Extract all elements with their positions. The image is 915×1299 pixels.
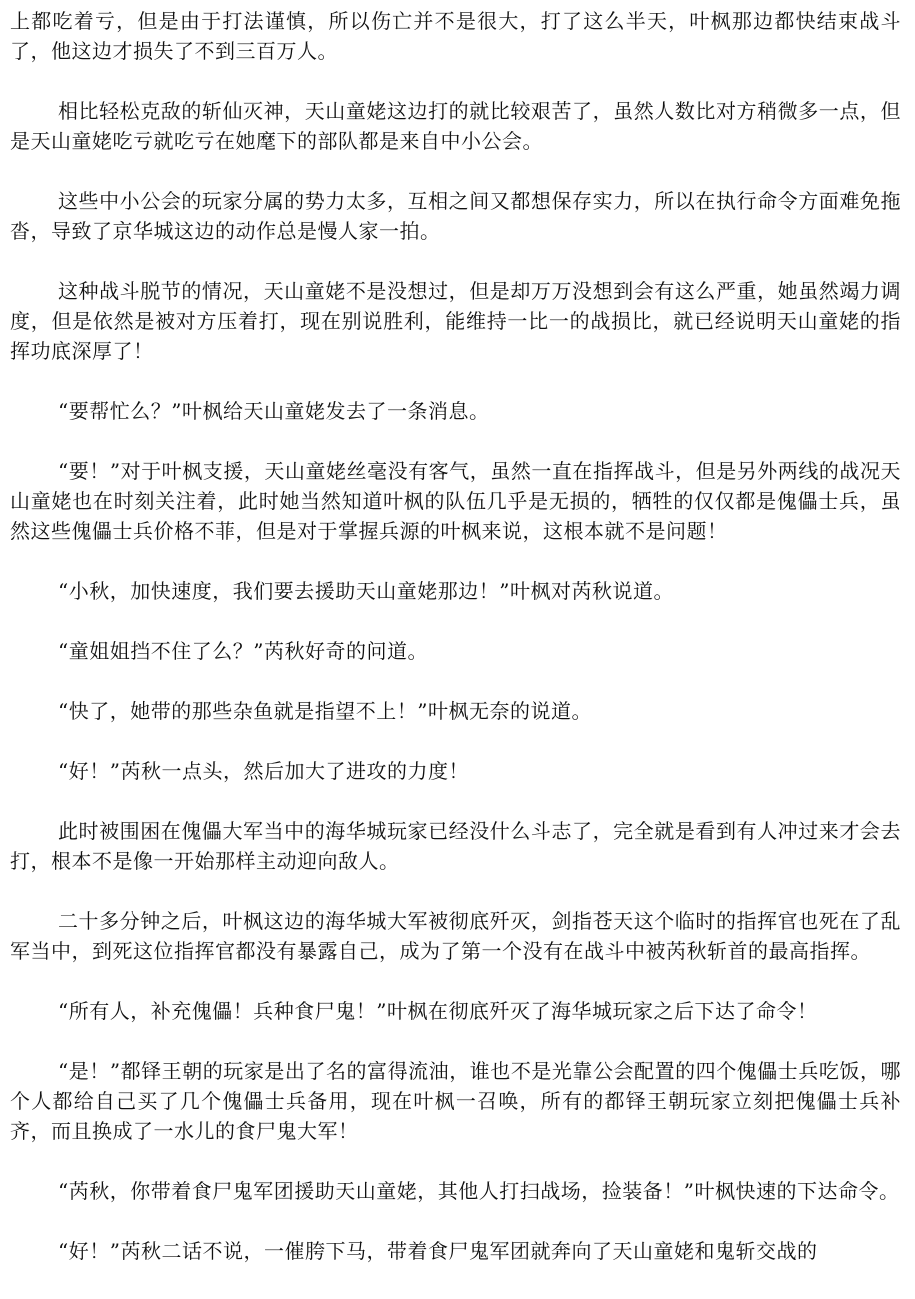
paragraph: “小秋，加快速度，我们要去援助天山童姥那边！”叶枫对芮秋说道。: [58, 579, 674, 603]
paragraph: 相比轻松克敌的斩仙灭神，天山童姥这边打的就比较艰苦了，虽然人数比对方稍微多一点，但是天山童姥吃亏就吃亏在她麾下的部队都是来自中小公会。: [10, 99, 901, 153]
paragraph: “童姐姐挡不住了么？”芮秋好奇的问道。: [58, 639, 428, 663]
paragraph: “所有人，补充傀儡！兵种食尸鬼！”叶枫在彻底歼灭了海华城玩家之后下达了命令！: [58, 999, 818, 1023]
paragraph: “要帮忙么？”叶枫给天山童姥发去了一条消息。: [58, 399, 490, 423]
paragraph: 二十多分钟之后，叶枫这边的海华城大军被彻底歼灭，剑指苍天这个临时的指挥官也死在了乱军当中，到死这位指挥官都没有暴露自己，成为了第一个没有在战斗中被芮秋斩首的最高指挥。: [10, 909, 901, 963]
paragraph: 上都吃着亏，但是由于打法谨慎，所以伤亡并不是很大，打了这么半天，叶枫那边都快结束战斗了，他这边才损失了不到三百万人。: [10, 9, 901, 63]
paragraph: “快了，她带的那些杂鱼就是指望不上！”叶枫无奈的说道。: [58, 699, 592, 723]
paragraph: 这种战斗脱节的情况，天山童姥不是没想过，但是却万万没想到会有这么严重，她虽然竭力调度，但是依然是被对方压着打，现在别说胜利，能维持一比一的战损比，就已经说明天山童姥的指挥功底深厚了！: [10, 279, 901, 363]
paragraph: “要！”对于叶枫支援，天山童姥丝毫没有客气，虽然一直在指挥战斗，但是另外两线的战况天山童姥也在时刻关注着，此时她当然知道叶枫的队伍几乎是无损的，牺牲的仅仅都是傀儡士兵，虽然这些傀儡士兵价格不菲，但是对于掌握兵源的叶枫来说，这根本就不是问题！: [10, 459, 901, 543]
paragraph: “好！”芮秋一点头，然后加大了进攻的力度！: [58, 759, 469, 783]
paragraph: “是！”都铎王朝的玩家是出了名的富得流油，谁也不是光靠公会配置的四个傀儡士兵吃饭，哪个人都给自己买了几个傀儡士兵备用，现在叶枫一召唤，所有的都铎王朝玩家立刻把傀儡士兵补齐，而且换成了一水儿的食尸鬼大军！: [10, 1059, 901, 1143]
paragraph: 这些中小公会的玩家分属的势力太多，互相之间又都想保存实力，所以在执行命令方面难免拖沓，导致了京华城这边的动作总是慢人家一拍。: [10, 189, 901, 243]
paragraph: “芮秋，你带着食尸鬼军团援助天山童姥，其他人打扫战场，捡装备！”叶枫快速的下达命令。: [58, 1179, 900, 1203]
paragraph: 此时被围困在傀儡大军当中的海华城玩家已经没什么斗志了，完全就是看到有人冲过来才会去打，根本不是像一开始那样主动迎向敌人。: [10, 819, 901, 873]
paragraph: “好！”芮秋二话不说，一催胯下马，带着食尸鬼军团就奔向了天山童姥和鬼斩交战的: [58, 1239, 818, 1263]
